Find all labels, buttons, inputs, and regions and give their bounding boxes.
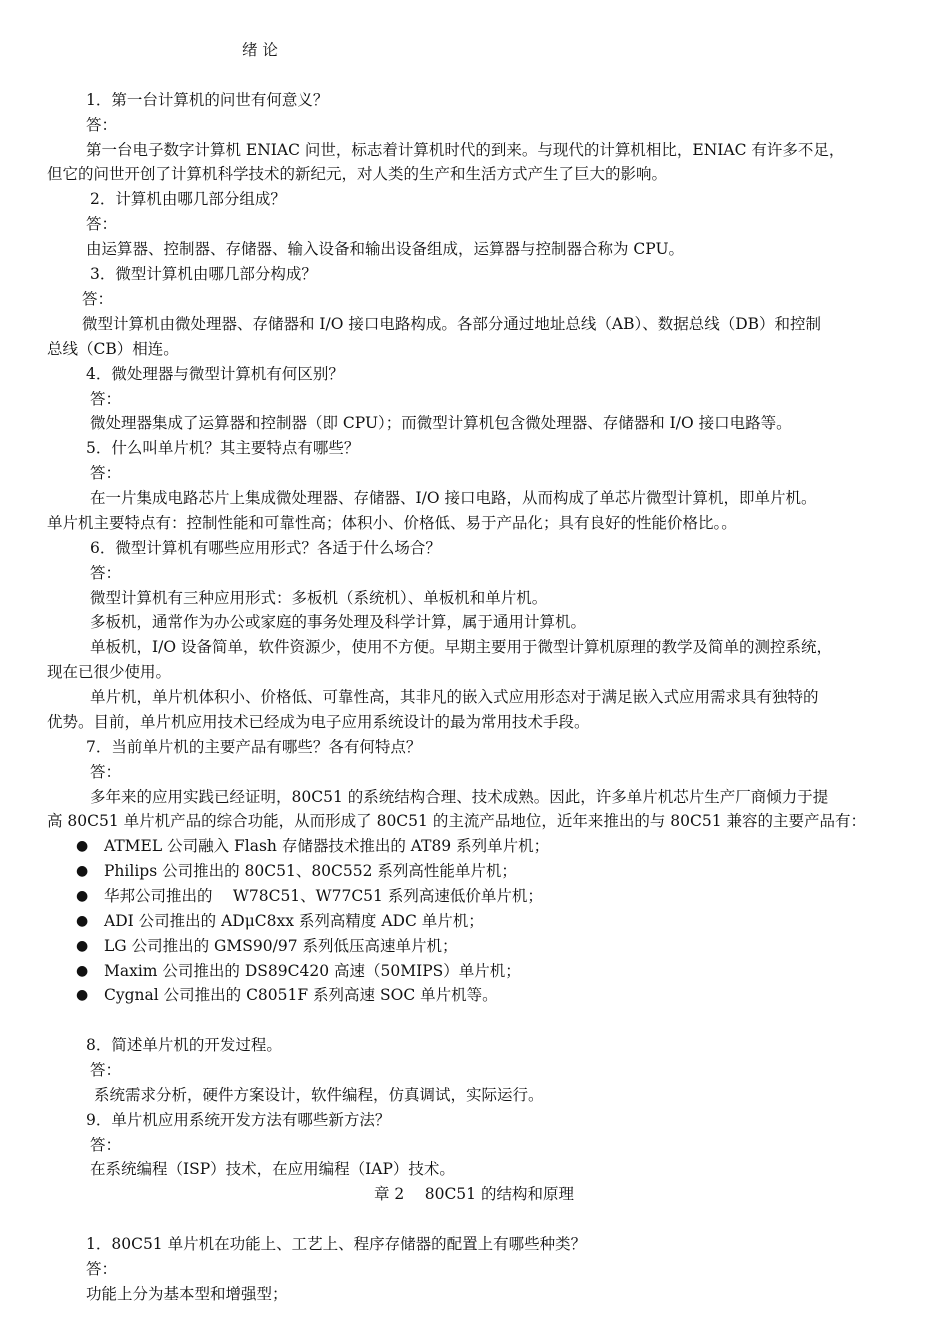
answer-label-4: 答： — [90, 390, 122, 408]
answer-label-9: 答： — [90, 1136, 122, 1154]
answer-8-line-1: 系统需求分析，硬件方案设计，软件编程，仿真调试，实际运行。 — [94, 1086, 544, 1104]
answer-6-line-5: 单片机，单片机体积小、价格低、可靠性高，其非凡的嵌入式应用形态对于满足嵌入式应用需求具有独特的 — [90, 688, 819, 706]
question-4: 4．微处理器与微型计算机有何区别？ — [86, 365, 344, 383]
question-3: 3．微型计算机由哪几部分构成？ — [90, 265, 317, 283]
list-item: ● 华邦公司推出的 W78C51、W77C51 系列高速低价单片机； — [104, 886, 543, 906]
answer-7-line-2: 高 80C51 单片机产品的综合功能，从而形成了 80C51 的主流产品地位，近年来推出的与 80C51 兼容的主要产品有： — [47, 812, 866, 830]
question-2: 2．计算机由哪几部分组成？ — [90, 190, 286, 208]
answer-5-line-1: 在一片集成电路芯片上集成微处理器、存储器、I/O 接口电路，从而构成了单芯片微型计算机，即单片机。 — [90, 489, 817, 507]
question-8: 8．简述单片机的开发过程。 — [86, 1036, 282, 1054]
answer-1-line-1: 第一台电子数字计算机 ENIAC 问世，标志着计算机时代的到来。与现代的计算机相比，ENIAC 有许多不足， — [86, 141, 845, 159]
answer-6-line-6: 优势。目前，单片机应用技术已经成为电子应用系统设计的最为常用技术手段。 — [47, 713, 590, 731]
answer-6-line-4: 现在已很少使用。 — [47, 663, 172, 681]
chapter2-question-1: 1．80C51 单片机在功能上、工艺上、程序存储器的配置上有哪些种类？ — [86, 1235, 587, 1253]
question-6: 6．微型计算机有哪些应用形式？各适于什么场合？ — [90, 539, 441, 557]
answer-label-1: 答： — [86, 116, 118, 134]
answer-9-line-1: 在系统编程（ISP）技术，在应用编程（IAP）技术。 — [90, 1160, 455, 1178]
chapter2-answer-1-line-1: 功能上分为基本型和增强型； — [86, 1285, 288, 1303]
list-item: ● ATMEL 公司融入 Flash 存储器技术推出的 AT89 系列单片机； — [104, 836, 549, 856]
chapter-title: 章 2 80C51 的结构和原理 — [374, 1185, 574, 1203]
answer-label-8: 答： — [90, 1061, 122, 1079]
answer-2-line-1: 由运算器、控制器、存储器、输入设备和输出设备组成，运算器与控制器合称为 CPU。 — [86, 240, 685, 258]
answer-label-2: 答： — [86, 215, 118, 233]
answer-label-7: 答： — [90, 763, 122, 781]
answer-1-line-2: 但它的问世开创了计算机科学技术的新纪元，对人类的生产和生活方式产生了巨大的影响。 — [47, 165, 668, 183]
question-1: 1．第一台计算机的问世有何意义？ — [86, 91, 329, 109]
list-item: ● Cygnal 公司推出的 C8051F 系列高速 SOC 单片机等。 — [104, 985, 498, 1005]
answer-5-line-2: 单片机主要特点有：控制性能和可靠性高；体积小、价格低、易于产品化；具有良好的性能价格比。。 — [47, 514, 737, 532]
question-5: 5．什么叫单片机？其主要特点有哪些？ — [86, 439, 360, 457]
answer-3-line-1: 微型计算机由微处理器、存储器和 I/O 接口电路构成。各部分通过地址总线（AB）、数据总线（DB）和控制 — [82, 315, 822, 333]
answer-6-line-1: 微型计算机有三种应用形式：多板机（系统机）、单板机和单片机。 — [90, 589, 548, 607]
answer-label-6: 答： — [90, 564, 122, 582]
answer-3-line-2: 总线（CB）相连。 — [47, 340, 179, 358]
list-item: ● ADI 公司推出的 ADμC8xx 系列高精度 ADC 单片机； — [104, 911, 484, 931]
answer-label-5: 答： — [90, 464, 122, 482]
list-item: ● Philips 公司推出的 80C51、80C552 系列高性能单片机； — [104, 861, 517, 881]
list-item: ● Maxim 公司推出的 DS89C420 高速（50MIPS）单片机； — [104, 961, 521, 981]
answer-6-line-3: 单板机，I/O 设备简单，软件资源少，使用不方便。早期主要用于微型计算机原理的教学及简单的测控系统， — [90, 638, 832, 656]
answer-4-line-1: 微处理器集成了运算器和控制器（即 CPU）；而微型计算机包含微处理器、存储器和 I/O 接口电路等。 — [90, 414, 792, 432]
chapter2-answer-label-1: 答： — [86, 1260, 118, 1278]
answer-7-line-1: 多年来的应用实践已经证明，80C51 的系统结构合理、技术成熟。因此，许多单片机芯片生产厂商倾力于提 — [90, 788, 829, 806]
list-item: ● LG 公司推出的 GMS90/97 系列低压高速单片机； — [104, 936, 458, 956]
section-title: 绪 论 — [242, 41, 278, 59]
answer-label-3: 答： — [82, 290, 114, 308]
question-7: 7．当前单片机的主要产品有哪些？各有何特点？ — [86, 738, 422, 756]
answer-6-line-2: 多板机，通常作为办公或家庭的事务处理及科学计算，属于通用计算机。 — [90, 613, 587, 631]
question-9: 9．单片机应用系统开发方法有哪些新方法？ — [86, 1111, 391, 1129]
